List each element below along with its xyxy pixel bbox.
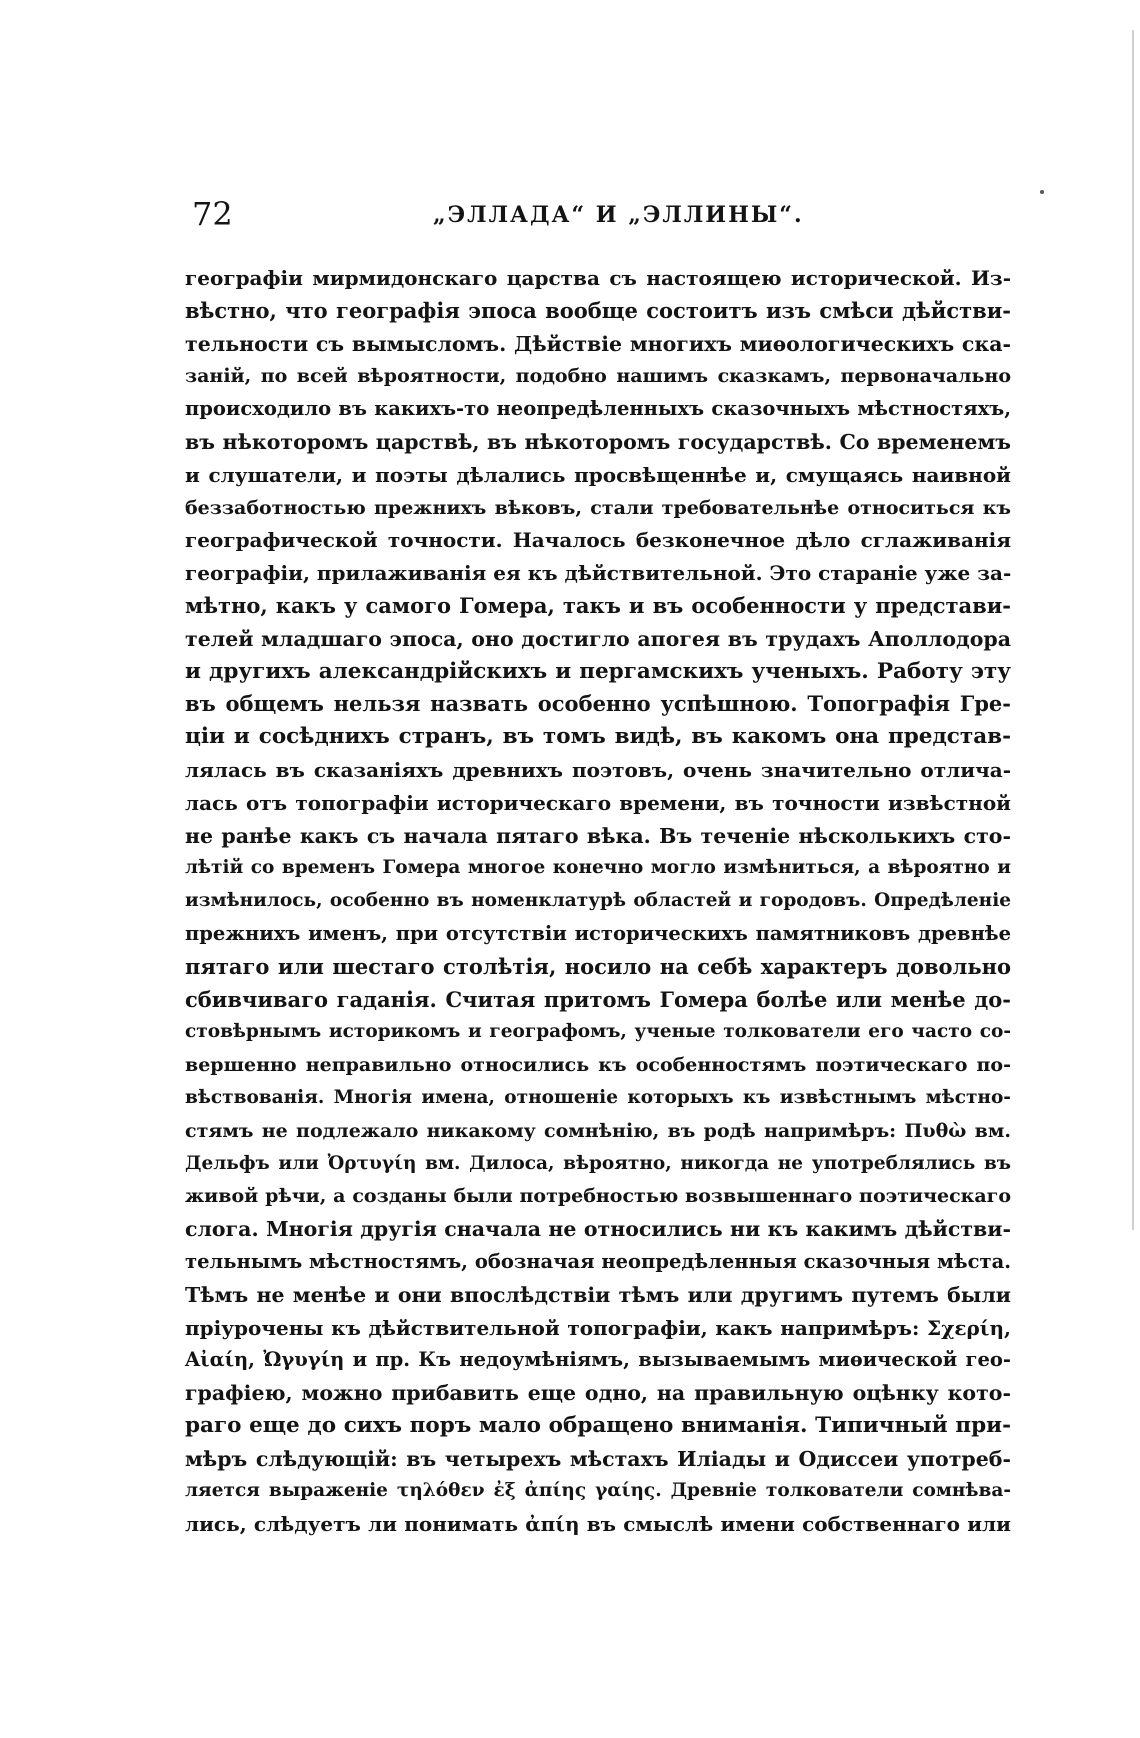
- text-line: географической точности. Началось безконечное дѣло сглаживанія: [185, 528, 1011, 553]
- text-line: въ нѣкоторомъ царствѣ, въ нѣкоторомъ государствѣ. Со временемъ: [185, 429, 1011, 454]
- text-line: сбивчиваго гаданія. Считая притомъ Гомера болѣе или менѣе до-: [185, 986, 1011, 1012]
- text-line: географіи мирмидонскаго царства съ настоящею исторической. Из-: [185, 266, 1011, 290]
- text-line: беззаботностью прежнихъ вѣковъ, стали требовательнѣе относиться къ: [185, 496, 1011, 519]
- body-text: [185, 262, 1011, 1541]
- text-line: происходило въ какихъ-то неопредѣленныхъ сказочныхъ мѣстностяхъ,: [185, 397, 1011, 421]
- text-line: слога. Многія другія сначала не относились ни къ какимъ дѣйстви-: [185, 1217, 1011, 1242]
- text-line: географіи, прилаживанія ея къ дѣйствительной. Это стараніе уже за-: [185, 561, 1012, 586]
- text-line: стямъ не подлежало никакому сомнѣнію, въ родѣ напримѣръ: Πυθὼ вм.: [185, 1119, 1011, 1142]
- page-number: 72: [192, 195, 233, 233]
- text-line: пятаго или шестаго столѣтія, носило на себѣ характеръ довольно: [185, 953, 1011, 979]
- text-line: Αἰαίη, Ὠγυγίη и пр. Къ недоумѣніямъ, вызываемымъ миѳической гео-: [185, 1348, 1011, 1372]
- text-line: Тѣмъ не менѣе и они впослѣдствіи тѣмъ или другимъ путемъ были: [185, 1282, 1011, 1307]
- text-line: въ общемъ нельзя назвать особенно успѣшною. Топографія Гре-: [185, 691, 1011, 717]
- scan-edge-line: [1132, 30, 1134, 1230]
- text-line: вершенно неправильно относились къ особенностямъ поэтическаго по-: [185, 1054, 1011, 1077]
- running-head: „ЭЛЛАДА“ И „ЭЛЛИНЫ“.: [433, 202, 804, 228]
- text-line: прежнихъ именъ, при отсутствіи историческихъ памятниковъ древнѣе: [185, 921, 1011, 945]
- text-line: ляется выраженіе τηλόθεν ἐξ ἀπίης γαίης. Древніе толкователи сомнѣва-: [185, 1480, 1011, 1502]
- text-line: лись, слѣдуетъ ли понимать ἀπίη въ смыслѣ имени собственнаго или: [185, 1512, 1011, 1537]
- text-line: и другихъ александрійскихъ и пергамскихъ ученыхъ. Работу эту: [185, 658, 1011, 684]
- text-line: лась отъ топографіи историческаго времени, въ точности извѣстной: [185, 790, 1011, 815]
- text-line: живой рѣчи, а созданы были потребностью возвышеннаго поэтическаго: [185, 1185, 1011, 1208]
- text-line: лялась въ сказаніяхъ древнихъ поэтовъ, очень значительно отлича-: [185, 757, 1011, 782]
- text-line: Дельфъ или Ὀρτυγίη вм. Дилоса, вѣроятно, никогда не употреблялись въ: [185, 1152, 1011, 1174]
- text-line: телей младшаго эпоса, оно достигло апогея въ трудахъ Аполлодора: [185, 626, 1011, 651]
- scan-speck: [1040, 190, 1044, 194]
- text-line: мѣтно, какъ у самого Гомера, такъ и въ особенности у представи-: [185, 592, 1011, 618]
- text-line: заній, по всей вѣроятности, подобно нашимъ сказкамъ, первоначально: [185, 365, 1011, 388]
- text-line: не ранѣе какъ съ начала пятаго вѣка. Въ теченіе нѣсколькихъ сто-: [185, 823, 1011, 848]
- text-line: ціи и сосѣднихъ странъ, въ томъ видѣ, въ какомъ она представ-: [185, 724, 1011, 750]
- text-line: вѣстно, что географія эпоса вообще состоитъ изъ смѣси дѣйстви-: [185, 297, 1011, 323]
- text-line: раго еще до сихъ поръ мало обращено вниманія. Типичный при-: [185, 1412, 1011, 1438]
- text-line: вѣствованія. Многія имена, отношеніе которыхъ къ извѣстнымъ мѣстно-: [185, 1086, 1011, 1108]
- text-line: измѣнилось, особенно въ номенклатурѣ областей и городовъ. Опредѣленіе: [185, 890, 1011, 912]
- text-line: графіею, можно прибавить еще одно, на правильную оцѣнку кото-: [185, 1381, 1011, 1406]
- text-line: стовѣрнымъ историкомъ и географомъ, ученые толкователи его часто со-: [185, 1021, 1011, 1043]
- text-line: тельнымъ мѣстностямъ, обозначая неопредѣленныя сказочныя мѣста.: [185, 1249, 1011, 1273]
- text-line: и слушатели, и поэты дѣлались просвѣщеннѣе и, смущаясь наивной: [185, 462, 1011, 487]
- text-line: мѣръ слѣдующій: въ четырехъ мѣстахъ Иліады и Одиссеи употреб-: [185, 1446, 1011, 1471]
- text-line: лѣтій со временъ Гомера многое конечно могло измѣниться, а вѣроятно и: [185, 857, 1011, 879]
- text-line: пріурочены къ дѣйствительной топографіи, какъ напримѣръ: Σχερίη,: [185, 1315, 1011, 1340]
- text-line: тельности съ вымысломъ. Дѣйствіе многихъ миѳологическихъ ска-: [185, 331, 1011, 356]
